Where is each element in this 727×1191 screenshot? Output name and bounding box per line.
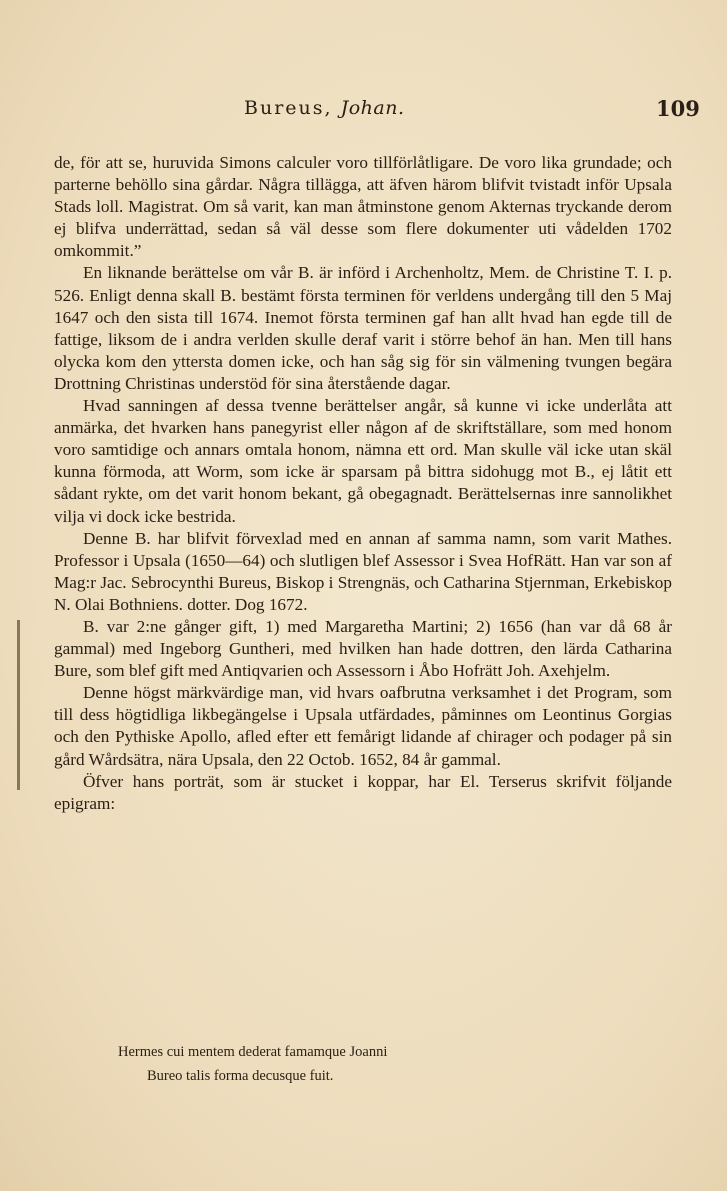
epigram-line-1: Hermes cui mentem dederat famamque Joanni [118, 1044, 388, 1060]
body-text [54, 152, 672, 815]
running-head-name: Burеus, [244, 97, 333, 119]
page-header [0, 97, 727, 127]
page-edge-mark [17, 620, 20, 790]
paragraph-1: de, för att se, huruvida Simons calculer voro tillförlåtligare. De voro lika grundade; och parterne behöllo sina gårdar. Några tillägga, att äfven härom blifvit tvistadt inför Upsala Stads loll. Magistrat. Om så varit, kan man åtminstone genom Akternas tryckande derom ej blifva underrättad, sedan så väl desse som flere dokumenter uti vådelden 1702 omkommit.” [54, 153, 672, 261]
epigram-line-2: Bureo talis forma decusque fuit. [147, 1068, 334, 1084]
paragraph-6: Denne högst märkvärdige man, vid hvars oafbrutna verksamhet i det Program, som till dess högtidliga likbegängelse i Upsala utfärdades, påminnes om Leontinus Gorgias och den Pythiske Apollo, afled efter ett femårigt lidande af chirager och podager på sin gård Wårdsätra, nära Upsala, den 22 Octob. 1652, 84 år gammal. [54, 683, 672, 769]
paragraph-7: Öfver hans porträt, som är stucket i koppar, har El. Terserus skrifvit följande epigram: [54, 771, 672, 813]
page-number: 109 [656, 96, 700, 121]
paragraph-3: Hvad sanningen af dessa tvenne berättelser angår, så kunne vi icke underlåta att anmärka, det hvarken hans panegyrist eller någon af de skriftställare, som med honom voro samtidige och annars omtala honom, nämna ett ord. Man skulle väl icke utan skäl kunna förmoda, att Worm, som icke är sparsam på bittra sidohugg mot B., ej låtit ett sådant rykte, om det varit honom bekant, gå obegagnadt. Berättelsernas inre sannolikhet vilja vi dock icke bestrida. [54, 396, 672, 526]
running-head-given: Johan. [340, 97, 405, 119]
paragraph-2: En liknande berättelse om vår B. är införd i Archenholtz, Mem. de Christine T. I. p. 526. Enligt denna skall B. bestämt första terminen för verldens undergång till den 5 Maj 1647 och den sista till 1674. Inemot första terminen gaf han allt hvad han egde till de fattige, liksom de i andra verlden skulle deraf varit i större behof än han. Men till hans olycka kom den yttersta domen icke, och han såg sig för sin välmening tvungen begära Drottning Christinas understöd för sina återstående dagar. [54, 263, 672, 393]
paragraph-4: Denne B. har blifvit förvexlad med en annan af samma namn, som varit Mathes. Professor i Upsala (1650—64) och slutligen blef Assessor i Svea HofRätt. Han var son af Mag:r Jac. Sebrocynthi Bureus, Biskop i Strengnäs, och Catharina Stjernman, Erkebiskop N. Olai Bothniens. dotter. Dog 1672. [54, 528, 672, 614]
paragraph-5: B. var 2:ne gånger gift, 1) med Margaretha Martini; 2) 1656 (han var då 68 år gammal) med Ingeborg Guntheri, med hvilken han hade dottren, den lärda Catharina Bure, som blef gift med Antiqvarien och Assessorn i Åbo Hofrätt Joh. Axehjelm. [54, 616, 672, 681]
running-head [244, 97, 405, 119]
